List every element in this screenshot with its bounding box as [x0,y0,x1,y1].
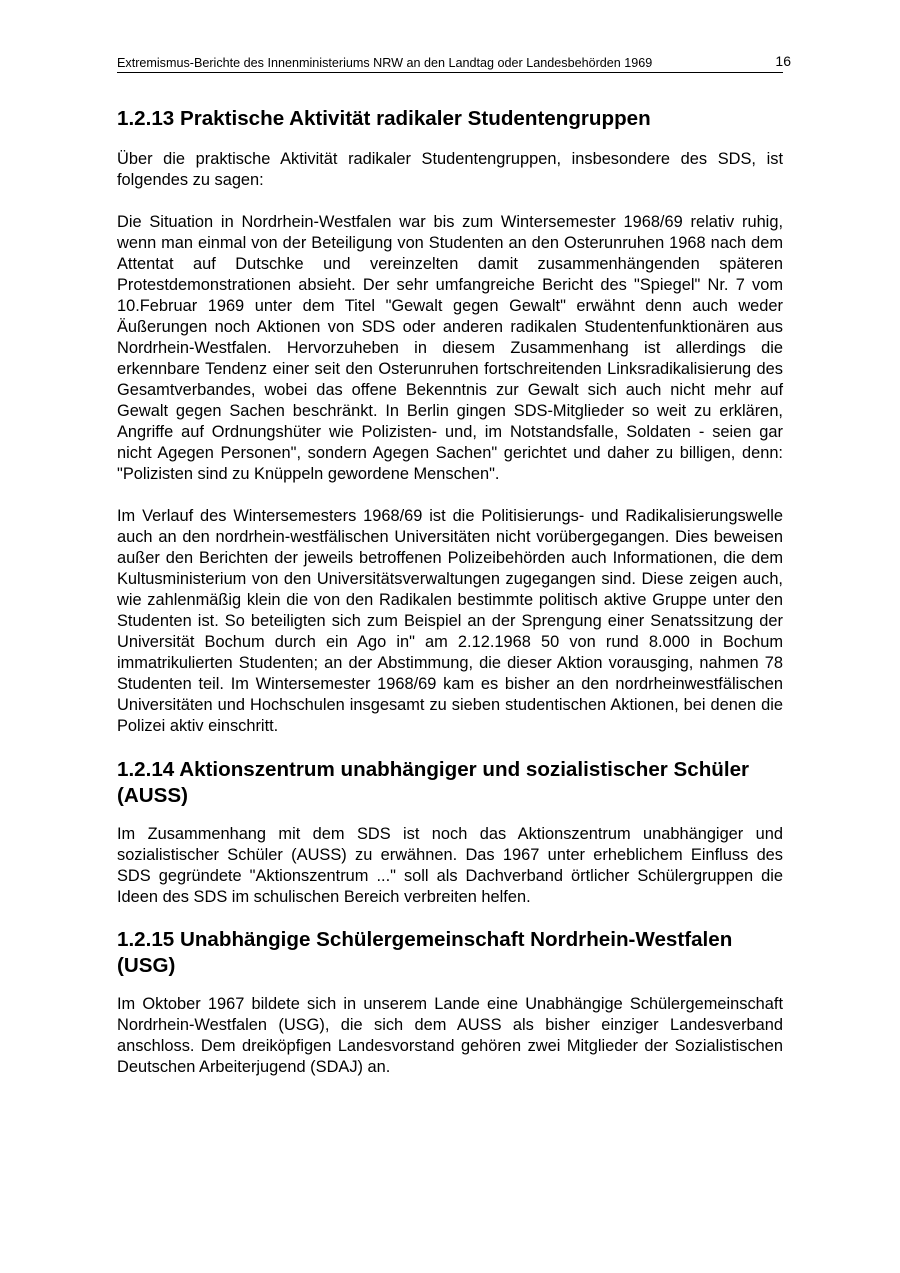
section-heading: 1.2.13 Praktische Aktivität radikaler Studentengruppen [117,107,651,130]
document-page [117,0,791,1078]
paragraph-wintersemester: Im Verlauf des Wintersemesters 1968/69 ist die Politisierungs- und Radikalisierungswelle auch an den nordrhein-westfälischen Universitäten nicht vorübergegangen. Dies beweisen außer den Berichten der jeweils betroffenen Polizeibehörden auch Informationen, die dem Kultusministerium von den Universitätsverwaltungen zugegangen sind. Diese zeigen auch, wie zahlenmäßig klein die von den Radikalen bestimmte politisch aktive Gruppe unter den Studenten ist. So beteiligten sich zum Beispiel an der Sprengung einer Senatssitzung der Universität Bochum durch ein Ago in" am 2.12.1968 50 von rund 8.000 in Bochum immatrikulierten Studenten; an der Abstimmung, die dieser Aktion vorausging, nahmen 78 Studenten teil. Im Wintersemester 1968/69 kam es bisher an den nordrheinwestfälischen Universitäten und Hochschulen insgesamt zu sieben studentischen Aktionen, bei denen die Polizei aktiv einschritt. [117,507,783,735]
paragraph-auss: Im Zusammenhang mit dem SDS ist noch das Aktionszentrum unabhängiger und sozialistischer Schüler (AUSS) zu erwähnen. Das 1967 unter erheblichem Einfluss des SDS gegründete "Aktionszentrum ..." soll als Dachverband örtlicher Schülergruppen die Ideen des SDS im schulischen Bereich verbreiten helfen. [117,825,783,906]
paragraph-intro: Über die praktische Aktivität radikaler Studentengruppen, insbesondere des SDS, ist folgendes zu sagen: [117,150,783,189]
paragraph-usg: Im Oktober 1967 bildete sich in unserem Lande eine Unabhängige Schülergemeinschaft Nordrhein-Westfalen (USG), die sich dem AUSS als bisher einziger Landesverband anschloss. Dem dreiköpfigen Landesvorstand gehören zwei Mitglieder der Sozialistischen Deutschen Arbeiterjugend (SDAJ) an. [117,995,783,1076]
section-heading: 1.2.15 Unabhängige Schülergemeinschaft Nordrhein-Westfalen (USG) [117,928,733,977]
header-title: Extremismus-Berichte des Innenministeriums NRW an den Landtag oder Landesbehörden 1969 [117,56,653,70]
section-1-2-13 [117,106,783,737]
paragraph-situation: Die Situation in Nordrhein-Westfalen war bis zum Wintersemester 1968/69 relativ ruhig, wenn man einmal von der Beteiligung von Studenten an den Osterunruhen 1968 nach dem Attentat auf Dutschke und vereinzelten damit zusammenhängenden späteren Protestdemonstrationen absieht. Der sehr umfangreiche Bericht des "Spiegel" Nr. 7 vom 10.Februar 1969 unter dem Titel "Gewalt gegen Gewalt" erwähnt denn auch weder Äußerungen noch Aktionen von SDS oder anderen radikalen Studentenfunktionären aus Nordrhein-Westfalen. Hervorzuheben in diesem Zusammenhang ist allerdings die erkennbare Tendenz einer seit den Osterunruhen fortschreitenden Linksradikalisierung des Gesamtverbandes, wobei das offene Bekenntnis zur Gewalt sich auch nicht mehr auf Gewalt gegen Sachen beschränkt. In Berlin gingen SDS-Mitglieder so weit zu erklären, Angriffe auf Ordnungshüter wie Polizisten- und, im Notstandsfalle, Soldaten - seien gar nicht Agegen Personen", sondern Agegen Sachen" gerichtet und daher zu billigen, denn: "Polizisten sind zu Knüppeln gewordene Menschen". [117,213,783,483]
page-number: 16 [775,53,791,69]
section-heading: 1.2.14 Aktionszentrum unabhängiger und sozialistischer Schüler (AUSS) [117,758,750,807]
section-1-2-14 [117,757,783,908]
running-header [117,53,791,73]
section-1-2-15 [117,927,783,1078]
